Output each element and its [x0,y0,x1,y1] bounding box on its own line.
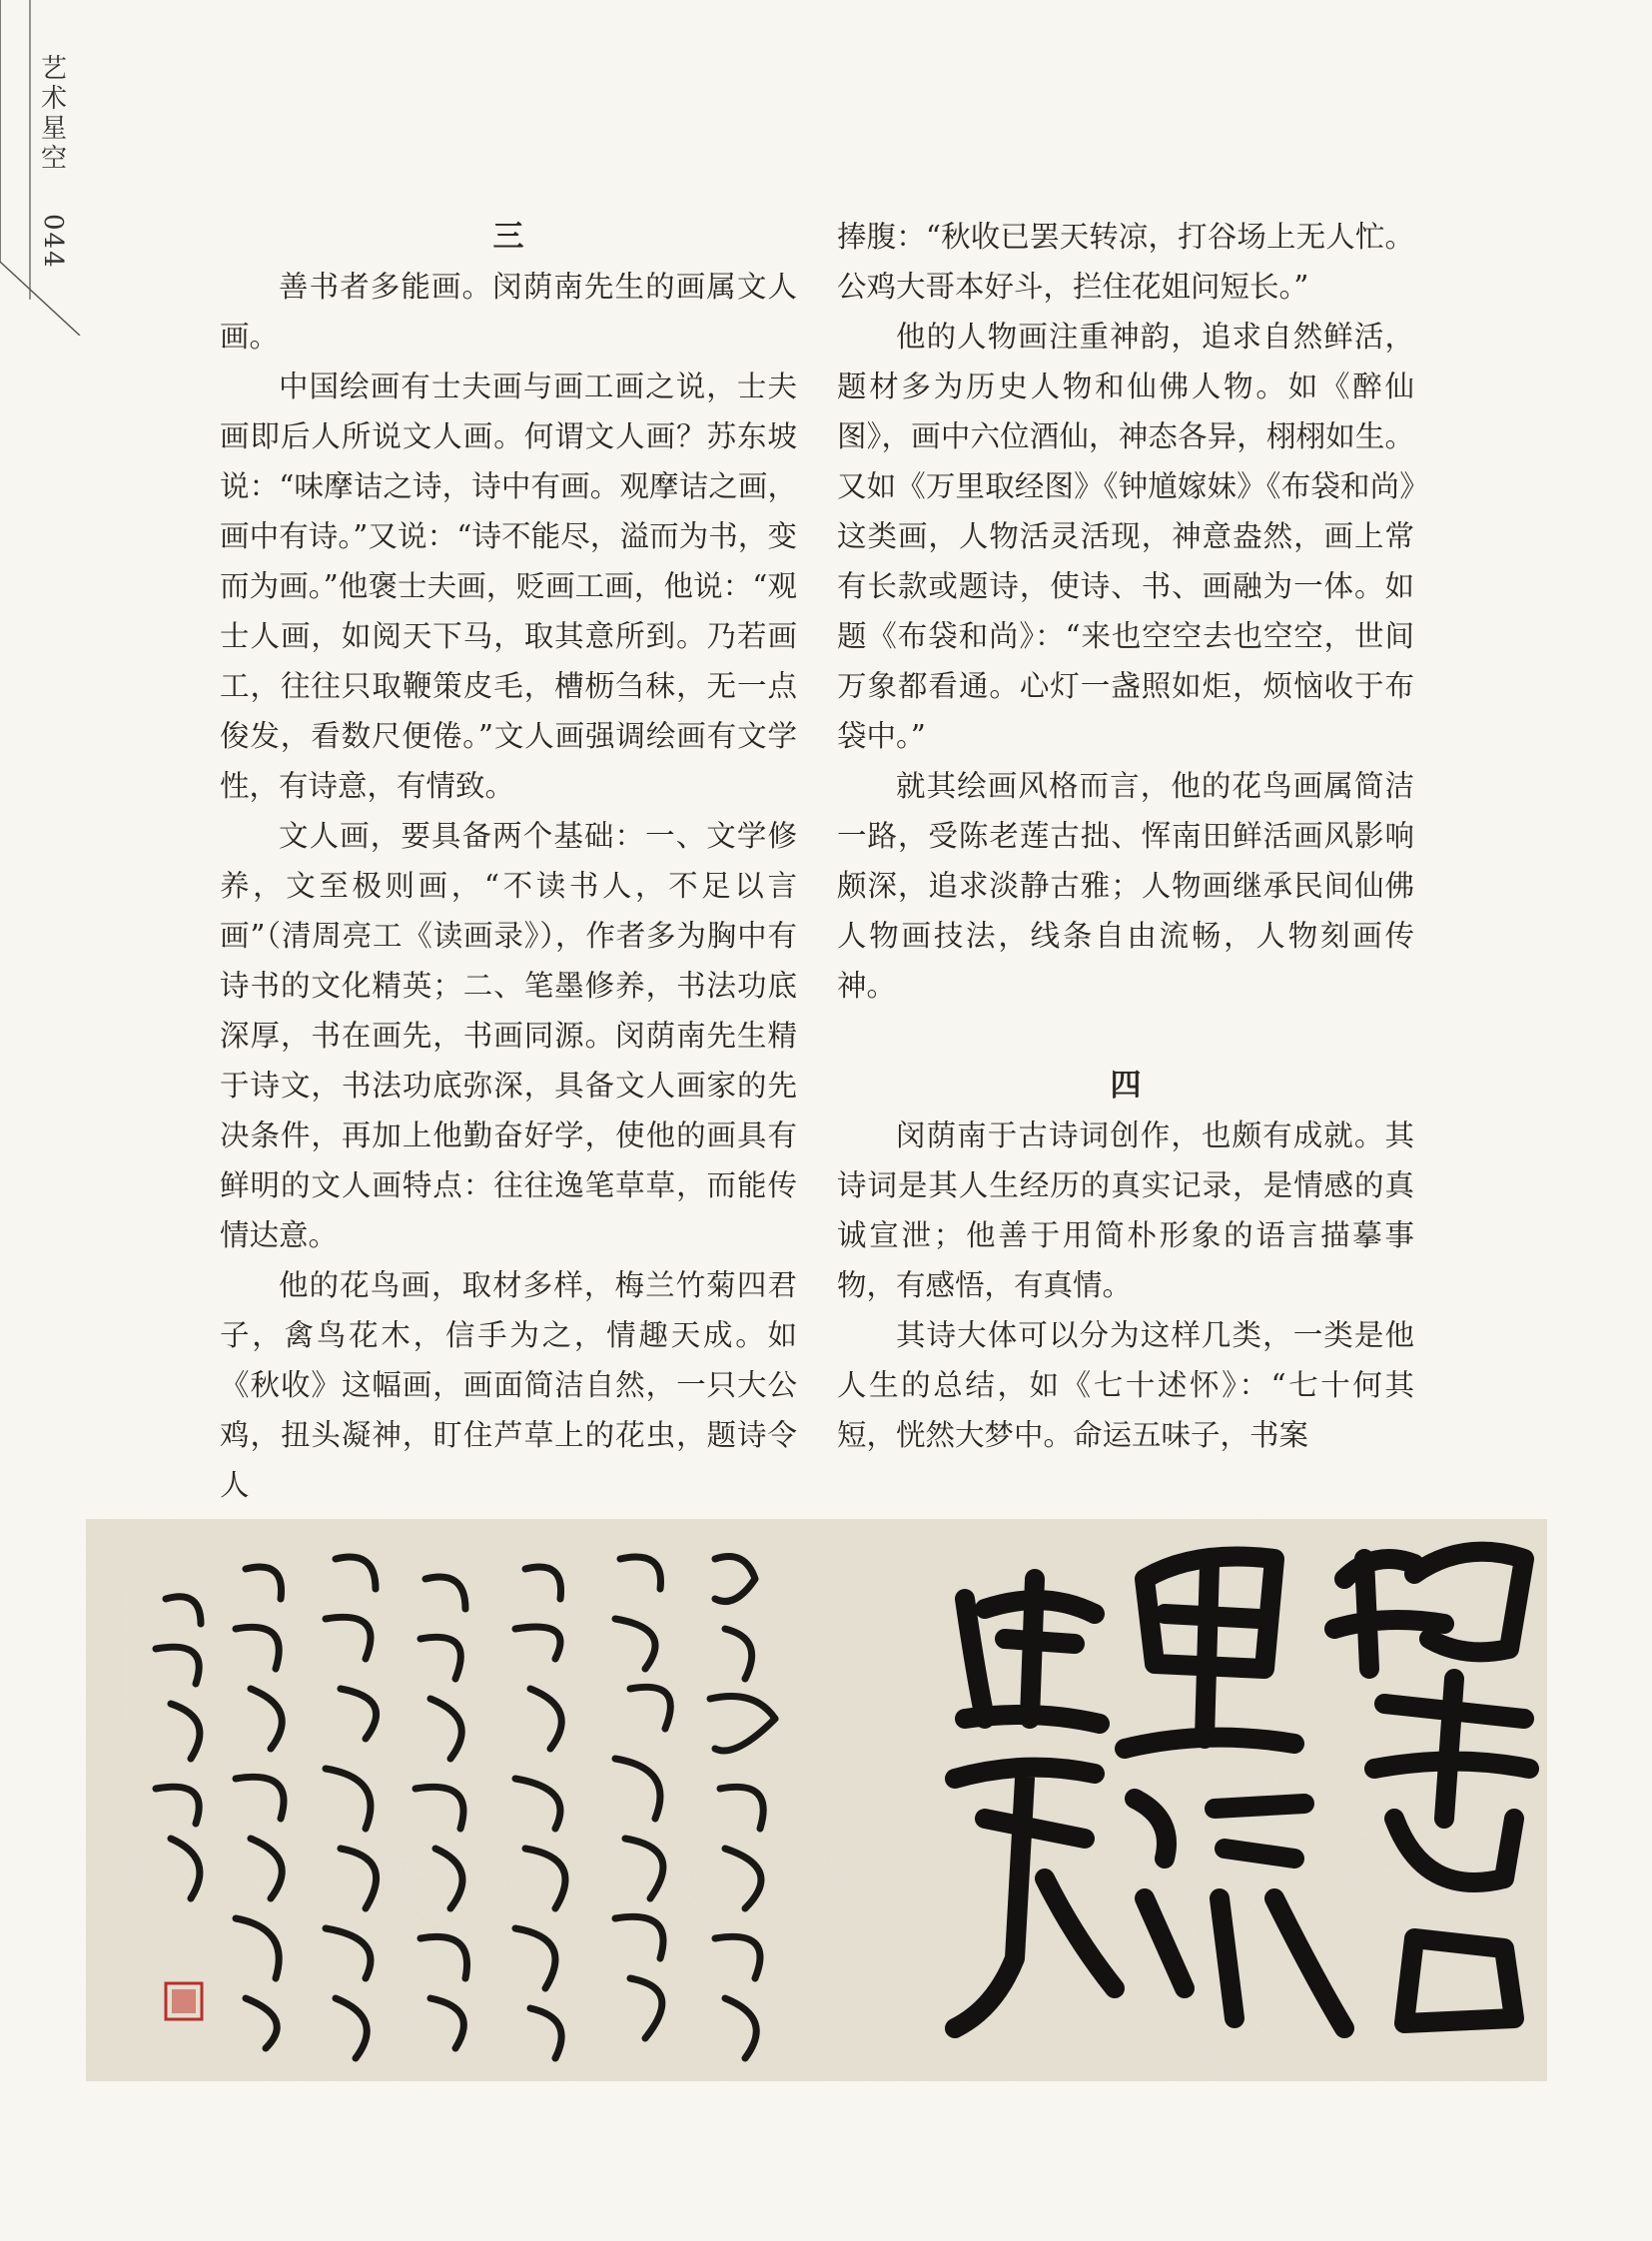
paragraph-continuation: 捧腹：“秋收已罢天转凉，打谷场上无人忙。公鸡大哥本好斗，拦住花姐问短长。” [837,220,1414,304]
paragraph: 文人画，要具备两个基础：一、文学修养，文至极则画，“不读书人，不足以言画”（清周亮工《读画录》），作者多为胸中有诗书的文化精英；二、笔墨修养，书法功底深厚，书在画先，书画同源。闵荫南先生精于诗文，书法功底弥深，具备文人画家的先决条件，再加上他勤奋好学，使他的画具有鲜明的文人画特点：往往逸笔草草，而能传情达意。 [220,819,797,1252]
section-heading: 四 [1110,1068,1142,1104]
paragraph: 他的花鸟画，取材多样，梅兰竹菊四君子，禽鸟花木，信手为之，情趣天成。如《秋收》这幅画，画面简洁自然，一只大公鸡，扭头凝神，盯住芦草上的花虫，题诗令人 [220,1268,797,1502]
section-label-char: 术 [40,84,67,114]
section-label [39,54,69,174]
section-spacer [837,1011,1414,1061]
paragraph: 他的人物画注重神韵，追求自然鲜活，题材多为历史人物和仙佛人物。如《醉仙图》，画中六位酒仙，神态各异，栩栩如生。又如《万里取经图》《钟馗嫁妹》《布袋和尚》这类画，人物活灵活现，神意盎然，画上常有长款或题诗，使诗、书、画融为一体。如题《布袋和尚》：“来也空空去也空空，世间万象都看通。心灯一盏照如炬，烦恼收于布袋中。” [837,320,1414,753]
right-text-column [837,212,1414,1460]
section-label-char: 星 [40,114,67,144]
calligraphy-artwork [86,1519,1547,2081]
paragraph: 就其绘画风格而言，他的花鸟画属简洁一路，受陈老莲古拙、恽南田鲜活画风影响颇深，追求淡静古雅；人物画继承民间仙佛人物画技法，线条自由流畅，人物刻画传神。 [837,769,1414,1003]
left-text-column [220,212,797,1510]
paragraph: 其诗大体可以分为这样几类，一类是他人生的总结，如《七十述怀》：“七十何其短，恍然大梦中。命运五味子，书案 [837,1318,1414,1452]
section-label-char: 艺 [40,54,67,84]
paragraph: 善书者多能画。闵荫南先生的画属文人画。 [220,270,797,354]
paragraph: 闵荫南于古诗词创作，也颇有成就。其诗词是其人生经历的真实记录，是情感的真诚宣泄；他善于用简朴形象的语言描摹事物，有感悟，有真情。 [837,1119,1414,1302]
calligraphy-illustration [86,1519,1547,2081]
section-label-char: 空 [40,144,67,174]
page-number: 044 [38,214,68,270]
section-heading: 三 [492,219,524,255]
paragraph: 中国绘画有士夫画与画工画之说，士夫画即后人所说文人画。何谓文人画？苏东坡说：“味摩诘之诗，诗中有画。观摩诘之画，画中有诗。”又说：“诗不能尽，溢而为书，变而为画。”他褒士夫画，贬画工画，他说：“观士人画，如阅天下马，取其意所到。乃若画工，往往只取鞭策皮毛，槽枥刍秣，无一点俊发，看数尺便倦。”文人画强调绘画有文学性，有诗意，有情致。 [220,370,797,803]
page-side-tab [0,0,82,336]
